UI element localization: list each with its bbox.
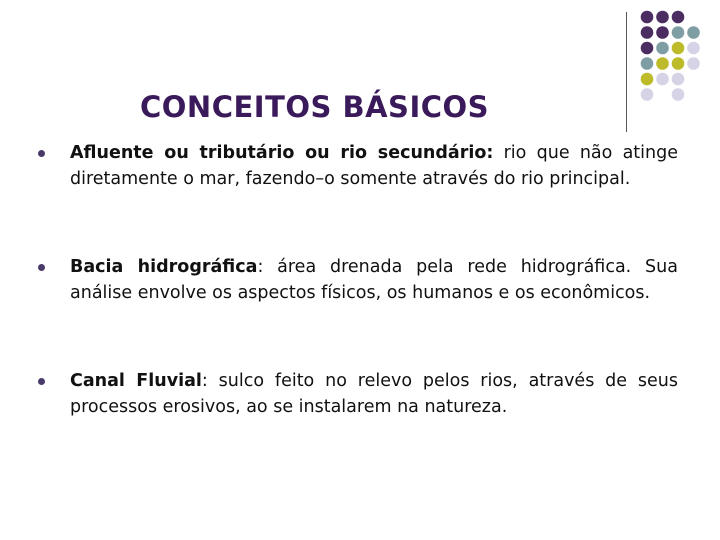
decorative-dot (641, 42, 654, 55)
bullet-term: Canal Fluvial (70, 371, 202, 391)
decorative-dot (641, 57, 654, 70)
bullet-item (38, 254, 678, 306)
decorative-dot (656, 11, 669, 24)
bullet-definition: : sulco feito no relevo pelos rios, através de seus processos erosivos, ao se instalarem na natureza. (70, 371, 678, 417)
bullet-term: Afluente ou tributário ou rio secundário: (70, 143, 494, 163)
decorative-dot (672, 26, 685, 39)
bullet-text (70, 368, 678, 420)
decorative-dot-grid (0, 0, 720, 140)
bullet-item (38, 140, 678, 192)
decorative-dot (687, 57, 700, 70)
slide-title: CONCEITOS BÁSICOS (140, 90, 490, 124)
decorative-dot (672, 57, 685, 70)
bullet-text (70, 254, 678, 306)
bullet-definition: rio que não atinge diretamente o mar, fazendo–o somente através do rio principal. (70, 143, 679, 189)
decorative-dot (672, 11, 685, 24)
decorative-dot (672, 42, 685, 55)
bullet-text (70, 140, 678, 192)
decorative-dot (641, 11, 654, 24)
decorative-dot (687, 26, 700, 39)
decorative-dot (656, 42, 669, 55)
decorative-dot (656, 73, 669, 86)
bullet-term: Bacia hidrográfica (70, 257, 258, 277)
decorative-dot (672, 73, 685, 86)
decorative-dot (641, 88, 654, 101)
decorative-dot (656, 57, 669, 70)
decorative-dot (641, 73, 654, 86)
bullet-dot (38, 264, 45, 271)
bullet-dot (38, 378, 45, 385)
decorative-dot (641, 26, 654, 39)
bullet-dot (38, 150, 45, 157)
decorative-dot (672, 88, 685, 101)
bullet-item (38, 368, 678, 420)
decorative-dot (656, 26, 669, 39)
decorative-dot (687, 42, 700, 55)
bullet-definition: : área drenada pela rede hidrográfica. Sua análise envolve os aspectos físicos, os humanos e os econômicos. (70, 257, 678, 303)
